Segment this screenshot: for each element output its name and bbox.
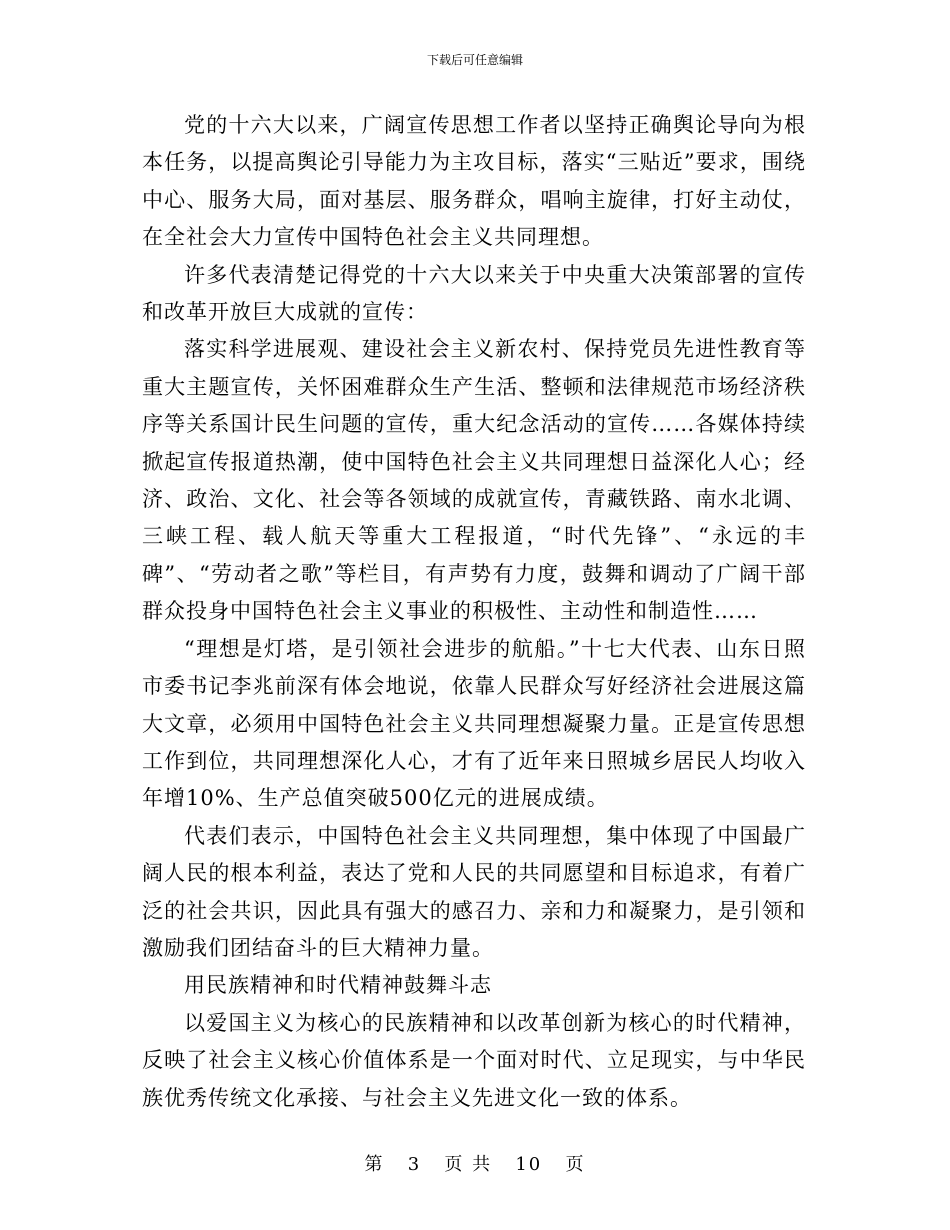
- footer-page-number: 3: [407, 1154, 422, 1175]
- page-footer: [0, 1153, 950, 1177]
- paragraph-4: “理想是灯塔，是引领社会进步的航船。”十七大代表、山东日照市委书记李兆前深有体会地说，依靠人民群众写好经济社会进展这篇大文章，必须用中国特色社会主义共同理想凝聚力量。正是宣传思想工作到位，共同理想深化人心，才有了近年来日照城乡居民人均收入年增10%、生产总值突破500亿元的进展成绩。: [142, 636, 806, 811]
- document-body: [142, 107, 806, 1117]
- paragraph-6: 以爱国主义为核心的民族精神和以改革创新为核心的时代精神，反映了社会主义核心价值体系是一个面对时代、立足现实，与中华民族优秀传统文化承接、与社会主义先进文化一致的体系。: [142, 1010, 806, 1110]
- page-header: [0, 52, 950, 68]
- section-heading: 用民族精神和时代精神鼓舞斗志: [184, 973, 492, 998]
- footer-middle: 页 共: [444, 1154, 493, 1175]
- paragraph-3: 落实科学进展观、建设社会主义新农村、保持党员先进性教育等重大主题宣传，关怀困难群众生产生活、整顿和法律规范市场经济秩序等关系国计民生问题的宣传，重大纪念活动的宣传……各媒体持续掀起宣传报道热潮，使中国特色社会主义共同理想日益深化人心；经济、政治、文化、社会等各领域的成就宣传，青藏铁路、南水北调、三峡工程、载人航天等重大工程报道，“时代先锋”、“永远的丰碑”、“劳动者之歌”等栏目，有声势有力度，鼓舞和调动了广阔干部群众投身中国特色社会主义事业的积极性、主动性和制造性……: [142, 337, 806, 624]
- footer-suffix: 页: [565, 1154, 586, 1175]
- paragraph-5: 代表们表示，中国特色社会主义共同理想，集中体现了中国最广阔人民的根本利益，表达了党和人民的共同愿望和目标追求，有着广泛的社会共识，因此具有强大的感召力、亲和力和凝聚力，是引领和激励我们团结奋斗的巨大精神力量。: [142, 823, 806, 960]
- footer-total-pages: 10: [515, 1154, 543, 1175]
- paragraph-1: 党的十六大以来，广阔宣传思想工作者以坚持正确舆论导向为根本任务，以提高舆论引导能力为主攻目标，落实“三贴近”要求，围绕中心、服务大局，面对基层、服务群众，唱响主旋律，打好主动仗，在全社会大力宣传中国特色社会主义共同理想。: [142, 113, 806, 250]
- header-text: 下载后可任意编辑: [426, 53, 523, 67]
- paragraph-2: 许多代表清楚记得党的十六大以来关于中央重大决策部署的宣传和改革开放巨大成就的宣传：: [142, 262, 806, 325]
- footer-prefix: 第: [364, 1154, 385, 1175]
